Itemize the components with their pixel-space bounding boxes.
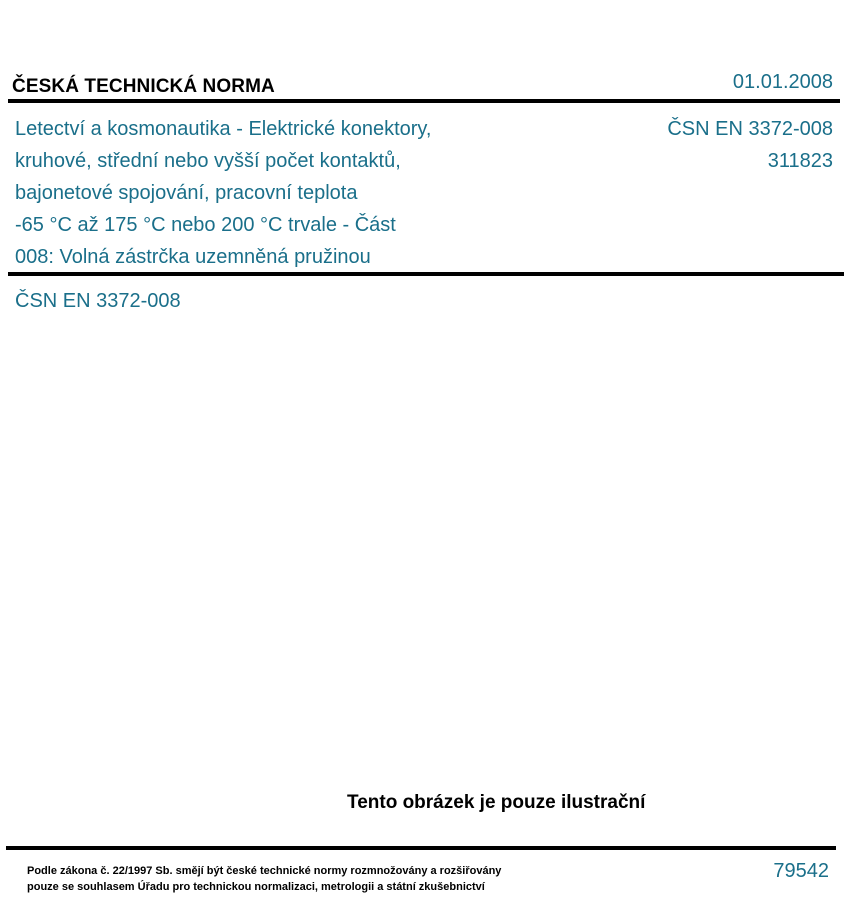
legal-line: pouze se souhlasem Úřadu pro technickou normalizaci, metrologii a státní zkušebnictví (27, 881, 485, 893)
title-line: kruhové, střední nebo vyšší počet kontaktů, (15, 150, 401, 172)
legal-line: Podle zákona č. 22/1997 Sb. smějí být české technické normy rozmnožovány a rozšiřovány (27, 865, 502, 877)
title-divider (8, 272, 844, 276)
footer-divider (6, 846, 836, 850)
issue-date: 01.01.2008 (732, 71, 833, 93)
page-title: ČESKÁ TECHNICKÁ NORMA (12, 76, 275, 97)
title-line: 008: Volná zástrčka uzemněná pružinou (15, 246, 371, 268)
title-line: bajonetové spojování, pracovní teplota (15, 182, 358, 204)
document-number: 79542 (773, 860, 829, 882)
title-line: Letectví a kosmonautika - Elektrické konektory, (15, 118, 432, 140)
legal-notice (27, 863, 501, 895)
standard-info (667, 113, 833, 177)
illustration-note: Tento obrázek je pouze ilustrační (347, 792, 646, 813)
class-code: 311823 (767, 150, 833, 172)
header-divider (8, 99, 840, 103)
standard-code: ČSN EN 3372-008 (15, 290, 181, 312)
standard-number: ČSN EN 3372-008 (667, 118, 833, 140)
title-line: -65 °C až 175 °C nebo 200 °C trvale - Část (15, 214, 396, 236)
document-title (15, 113, 495, 273)
